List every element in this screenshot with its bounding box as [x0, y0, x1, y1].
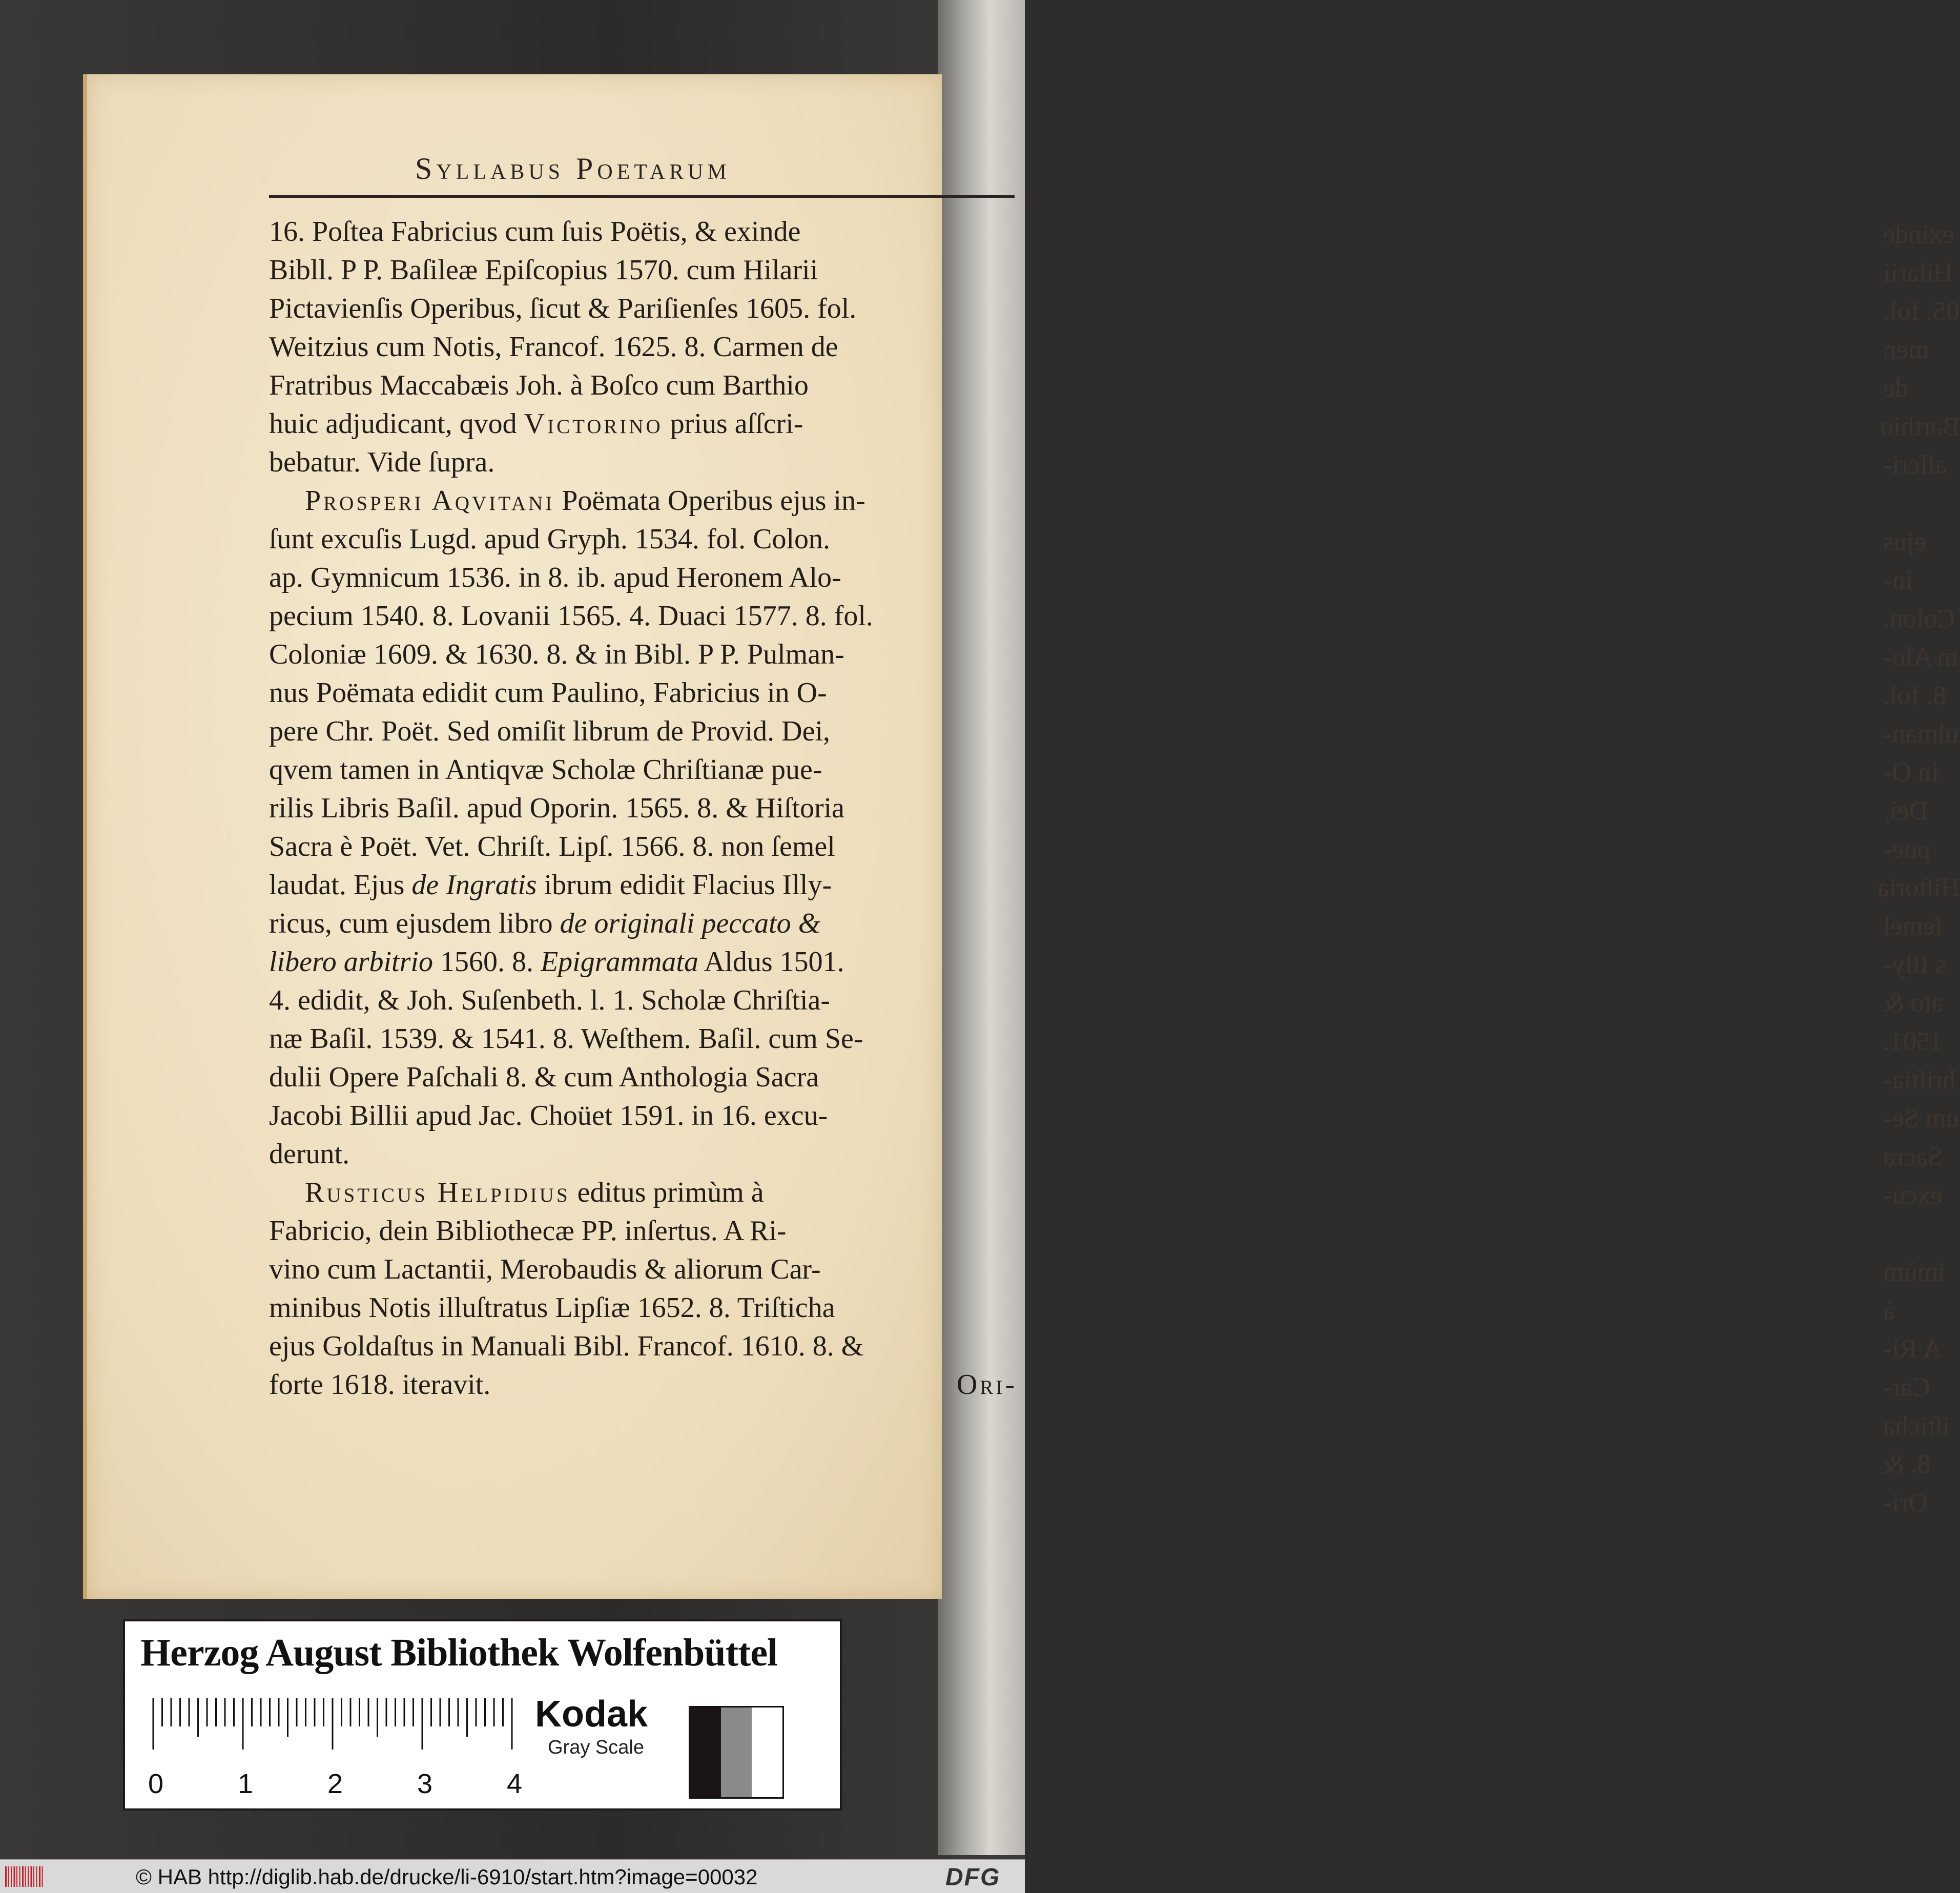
mirror-line: Barthio — [1880, 412, 1960, 441]
kodak-logo: Kodak — [535, 1694, 648, 1735]
mirror-line: Dei, — [1883, 796, 1929, 826]
text-line: ejus Goldaſtus in Manuali Bibl. Francof. 1610. 8. & — [269, 1330, 864, 1362]
mirror-line: ſemel — [1883, 912, 1943, 941]
mirror-line: pue- — [1883, 835, 1931, 864]
text-line: laudat. Ejus de Ingratis ibrum edidit Flacius Illy- — [269, 869, 832, 901]
mirror-line: s Illy- — [1883, 950, 1946, 979]
text-line: Coloniæ 1609. & 1630. 8. & in Bibl. P P. Pulman- — [269, 639, 844, 670]
text-line: dulii Opere Paſchali 8. & cum Anthologia Sacra — [269, 1061, 819, 1093]
text-line: bebatur. Vide ſupra. — [269, 446, 495, 478]
text-line: ap. Gymnicum 1536. in 8. ib. apud Heronem Alo- — [269, 562, 841, 593]
mirror-line: Car- — [1883, 1373, 1930, 1402]
text-line: libero arbitrio 1560. 8. Epigrammata Aldus 1501. — [269, 946, 844, 978]
mirror-line: 1501. — [1883, 1027, 1943, 1056]
swatch-white — [752, 1707, 782, 1797]
text-line: Prosperi Aqvitani Poëmata Operibus ejus in- — [305, 485, 865, 517]
text-line: Bibll. P P. Baſileæ Epiſcopius 1570. cum Hilarii — [269, 254, 818, 286]
swatch-gray — [721, 1707, 752, 1797]
text-line: vino cum Lactantii, Merobaudis & aliorum Car- — [269, 1253, 821, 1285]
mirror-line: ato & — [1883, 989, 1943, 1018]
text-line: minibus Notis illuſtratus Lipſiæ 1652. 8. Triſticha — [269, 1292, 835, 1324]
mirror-line: iſticha — [1883, 1411, 1950, 1441]
text-line: Pictavienſis Operibus, ſicut & Pariſienſes 1605. fol. — [269, 293, 857, 324]
text-line: næ Baſil. 1539. & 1541. 8. Weſthem. Baſil. cum Se- — [269, 1023, 863, 1055]
mirror-line: um Se- — [1883, 1104, 1959, 1133]
mirror-line: aſſcri- — [1883, 450, 1947, 480]
mirror-line — [1883, 484, 1960, 523]
color-target-card — [123, 1619, 842, 1810]
running-header: Syllabus Poetarum — [415, 152, 731, 186]
ruler-number: 2 — [327, 1768, 343, 1799]
mirror-line: ulman- — [1883, 719, 1959, 749]
text-line: Sacra è Poët. Vet. Chriſt. Lipſ. 1566. 8. non ſemel — [269, 831, 835, 862]
mirror-line: 8. fol. — [1883, 681, 1946, 710]
mirror-line: ejus in- — [1883, 527, 1926, 595]
text-line: 16. Poſtea Fabricius cum ſuis Poëtis, & exinde — [269, 216, 801, 248]
mirror-line: excu- — [1883, 1181, 1943, 1210]
red-barcode-icon — [4, 1864, 45, 1889]
text-line: huic adjudicant, qvod Victorino prius aſſcri- — [269, 408, 803, 440]
copyright-url[interactable]: © HAB http://diglib.hab.de/drucke/li-6910/start.htm?image=00032 — [136, 1865, 758, 1889]
mirror-line: m Alo- — [1883, 643, 1958, 672]
mirror-line: 8. & — [1883, 1450, 1931, 1479]
gray-scale-label: Gray Scale — [548, 1737, 644, 1758]
viewer-footer — [0, 1859, 1025, 1893]
text-line: forte 1618. iteravit. Ori- — [269, 1369, 1017, 1401]
mirror-line — [1883, 1215, 1960, 1253]
gray-swatches — [689, 1706, 784, 1799]
mirror-line: Colon. — [1883, 604, 1955, 633]
mirror-line: hriſtia- — [1883, 1065, 1956, 1095]
text-line: pecium 1540. 8. Lovanii 1565. 4. Duaci 1577. 8. fol. — [269, 600, 873, 632]
ruler-number: 0 — [148, 1768, 164, 1799]
text-line: rilis Libris Baſil. apud Oporin. 1565. 8. & Hiſtoria — [269, 792, 845, 824]
text-line: Weitzius cum Notis, Francof. 1625. 8. Carmen de — [269, 331, 838, 363]
mirror-line: Hilarii — [1883, 258, 1953, 287]
mirror-line: Ori- — [1883, 1488, 1928, 1517]
text-line: 4. edidit, & Joh. Suſenbeth. l. 1. Scholæ Chriſtia- — [269, 984, 831, 1016]
text-line: Rusticus Helpidius editus primùm à — [305, 1177, 764, 1208]
text-line: Jacobi Billii apud Jac. Choüet 1591. in 16. excu- — [269, 1100, 828, 1131]
ruler-number: 4 — [507, 1768, 523, 1799]
text-line: qvem tamen in Antiqvæ Scholæ Chriſtianæ pue- — [269, 754, 822, 786]
text-line: Fratribus Maccabæis Joh. à Boſco cum Barthio — [269, 369, 809, 401]
text-line: Fabricio, dein Bibliothecæ PP. inſertus. A Ri- — [269, 1215, 787, 1247]
mirror-line: Sacra — [1883, 1142, 1943, 1171]
text-line: derunt. — [269, 1138, 350, 1170]
text-line: ſunt excuſis Lugd. apud Gryph. 1534. fol. Colon. — [269, 523, 831, 555]
text-line: ricus, cum ejusdem libro de originali peccato & — [269, 908, 821, 939]
ruler-number: 3 — [417, 1768, 433, 1799]
show-through-text — [1877, 215, 1960, 1522]
mirror-line: exinde — [1883, 220, 1954, 249]
mirror-line: A Ri- — [1883, 1334, 1942, 1364]
text-line: nus Poëmata edidit cum Paulino, Fabricius in O- — [269, 677, 827, 709]
mirror-line: imùm à — [1883, 1258, 1946, 1325]
mirror-line: 05. fol. — [1883, 297, 1959, 326]
ruler-scale — [148, 1696, 523, 1803]
text-line: pere Chr. Poët. Sed omiſit librum de Provid. Dei, — [269, 715, 831, 747]
header-rule — [269, 195, 1015, 198]
page-body-text — [269, 213, 1017, 1404]
dfg-logo: DFG — [945, 1864, 1001, 1891]
mirror-line: in O- — [1883, 758, 1939, 787]
swatch-black — [690, 1707, 721, 1797]
mirror-line: Hiſtoria — [1877, 873, 1960, 902]
institution-name: Herzog August Bibliothek Wolfenbüttel — [140, 1631, 778, 1674]
book-page — [83, 74, 1017, 1599]
ruler-number: 1 — [238, 1768, 254, 1799]
mirror-line: men de — [1883, 335, 1929, 403]
